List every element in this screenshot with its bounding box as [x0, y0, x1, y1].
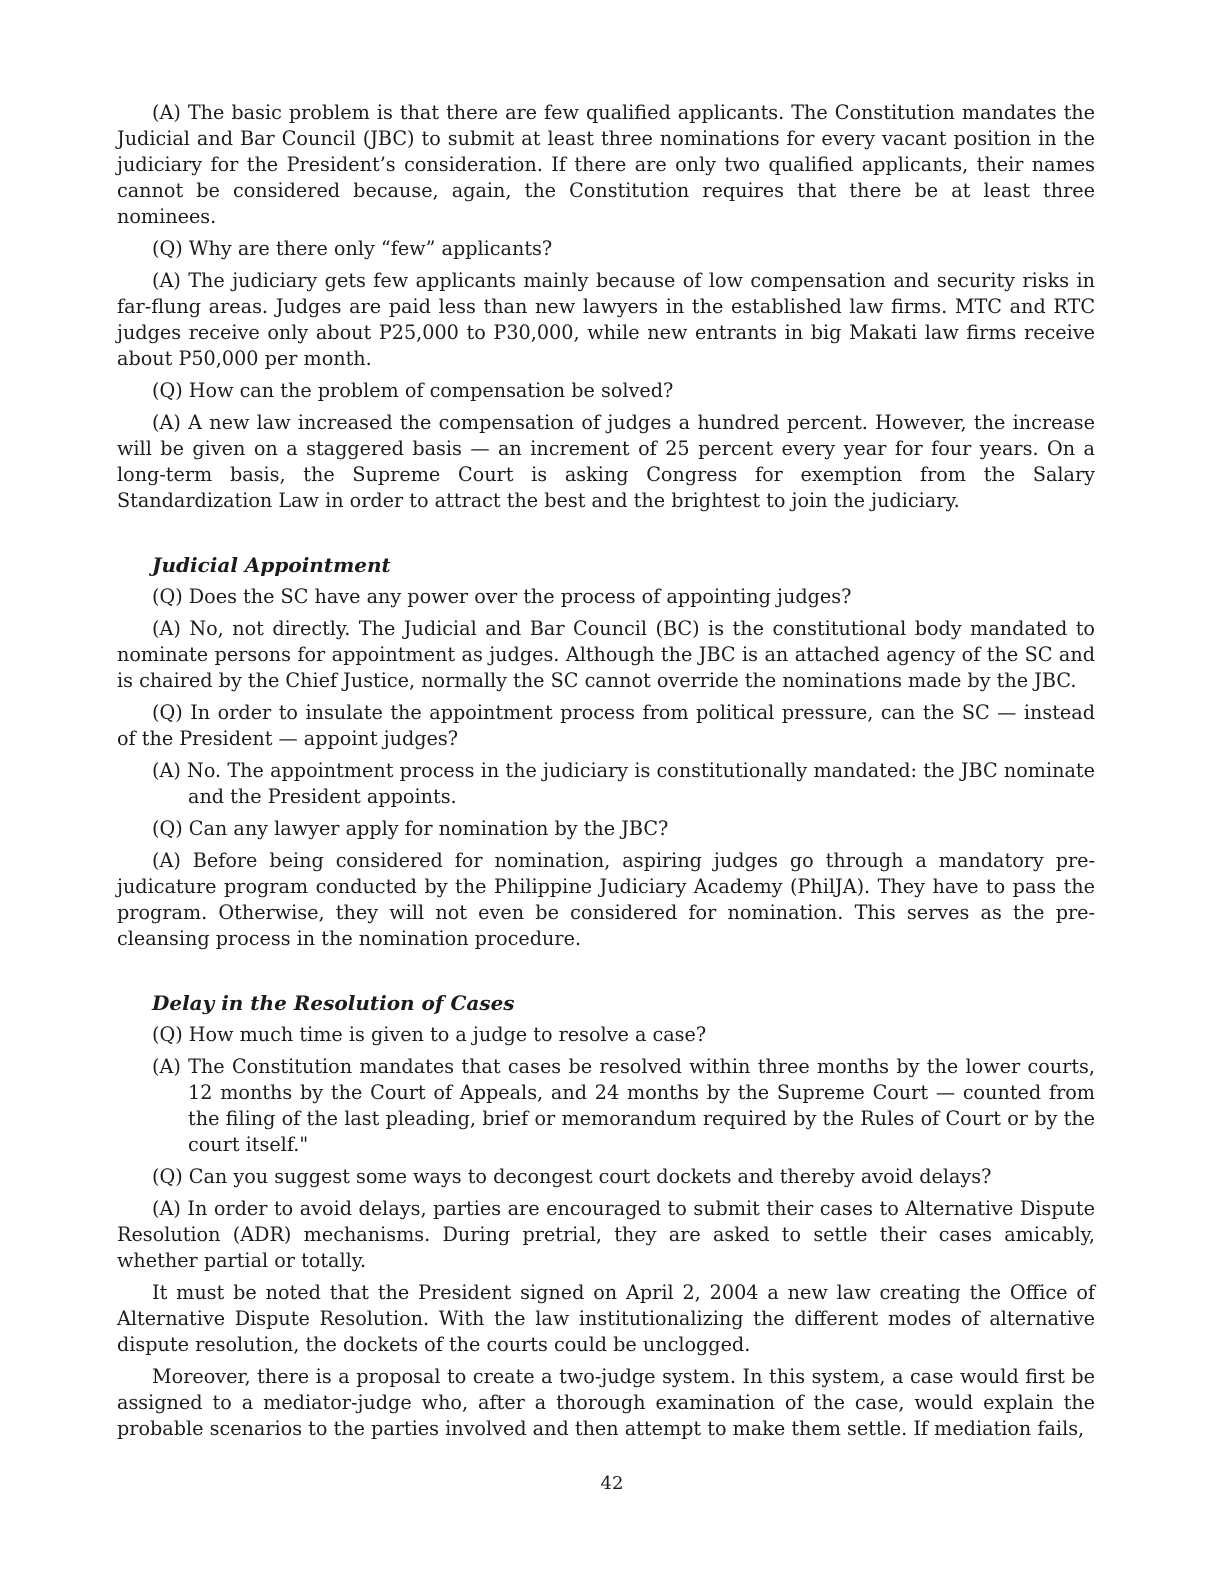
paragraph-question-sc-power: (Q) Does the SC have any power over the process of appointing judges?	[152, 585, 852, 608]
paragraph-question-compensation: (Q) How can the problem of compensation be solved?	[152, 379, 674, 402]
document-page	[117, 100, 1095, 1448]
paragraph-answer-low-compensation: (A) The judiciary gets few applicants mainly because of low compensation and security risks in far-flung areas. Judges are paid less than new lawyers in the established law firms. MTC and RTC judges receive only about P25,000 to P30,000, while new entrants in big Makati law firms receive about P50,000 per month.	[117, 269, 1095, 370]
paragraph-answer-mandated: (A) No. The appointment process in the judiciary is constitutionally mandated: the JBC nominate and the President appoints.	[152, 759, 1095, 808]
paragraph-office-adr: It must be noted that the President signed on April 2, 2004 a new law creating the Office of Alternative Dispute Resolution. With the law institutionalizing the different modes of alternative dispute resolution, the dockets of the courts could be unclogged.	[117, 1281, 1095, 1356]
section-heading-delay: Delay in the Resolution of Cases	[152, 991, 515, 1015]
page-number: 42	[600, 1473, 624, 1494]
paragraph-answer-prejudicature: (A) Before being considered for nomination, aspiring judges go through a mandatory pre-judicature program conducted by the Philippine Judiciary Academy (PhilJA). They have to pass the program. Otherwise, they will not even be considered for nomination. This serves as the pre-cleansing process in the nomination procedure.	[117, 849, 1095, 950]
paragraph-answer-constitution-mandates: (A) The Constitution mandates that cases be resolved within three months by the lower courts, 12 months by the Court of Appeals, and 24 months by the Supreme Court — counted from the filing of the last pleading, brief or memorandum required by the Rules of Court or by the court itself."	[152, 1055, 1095, 1156]
section-heading-judicial-appointment: Judicial Appointment	[152, 553, 391, 577]
paragraph-question-any-lawyer: (Q) Can any lawyer apply for nomination by the JBC?	[152, 817, 669, 840]
paragraph-question-few-applicants: (Q) Why are there only “few” applicants?	[152, 237, 553, 260]
paragraph-question-decongest: (Q) Can you suggest some ways to decongest court dockets and thereby avoid delays?	[152, 1165, 992, 1188]
paragraph-two-judge-system: Moreover, there is a proposal to create a two-judge system. In this system, a case would first be assigned to a mediator-judge who, after a thorough examination of the case, would explain the probable scenarios to the parties involved and then attempt to make them settle. If mediation fails,	[117, 1365, 1095, 1440]
paragraph-answer-qualified-applicants: (A) The basic problem is that there are few qualified applicants. The Constitution mandates the Judicial and Bar Council (JBC) to submit at least three nominations for every vacant position in the judiciary for the President’s consideration. If there are only two qualified applicants, their names cannot be considered because, again, the Constitution requires that there be at least three nominees.	[117, 101, 1095, 228]
paragraph-question-insulate: (Q) In order to insulate the appointment process from political pressure, can the SC — instead of the President — appoint judges?	[117, 701, 1095, 750]
paragraph-answer-new-law: (A) A new law increased the compensation of judges a hundred percent. However, the increase will be given on a staggered basis — an increment of 25 percent every year for four years. On a long-term basis, the Supreme Court is asking Congress for exemption from the Salary Standardization Law in order to attract the best and the brightest to join the judiciary.	[117, 411, 1095, 512]
paragraph-answer-jbc-body: (A) No, not directly. The Judicial and Bar Council (BC) is the constitutional body mandated to nominate persons for appointment as judges. Although the JBC is an attached agency of the SC and is chaired by the Chief Justice, normally the SC cannot override the nominations made by the JBC.	[117, 617, 1095, 692]
paragraph-question-time-given: (Q) How much time is given to a judge to resolve a case?	[152, 1023, 707, 1046]
paragraph-answer-adr: (A) In order to avoid delays, parties are encouraged to submit their cases to Alternative Dispute Resolution (ADR) mechanisms. During pretrial, they are asked to settle their cases amicably, whether partial or totally.	[117, 1197, 1095, 1272]
